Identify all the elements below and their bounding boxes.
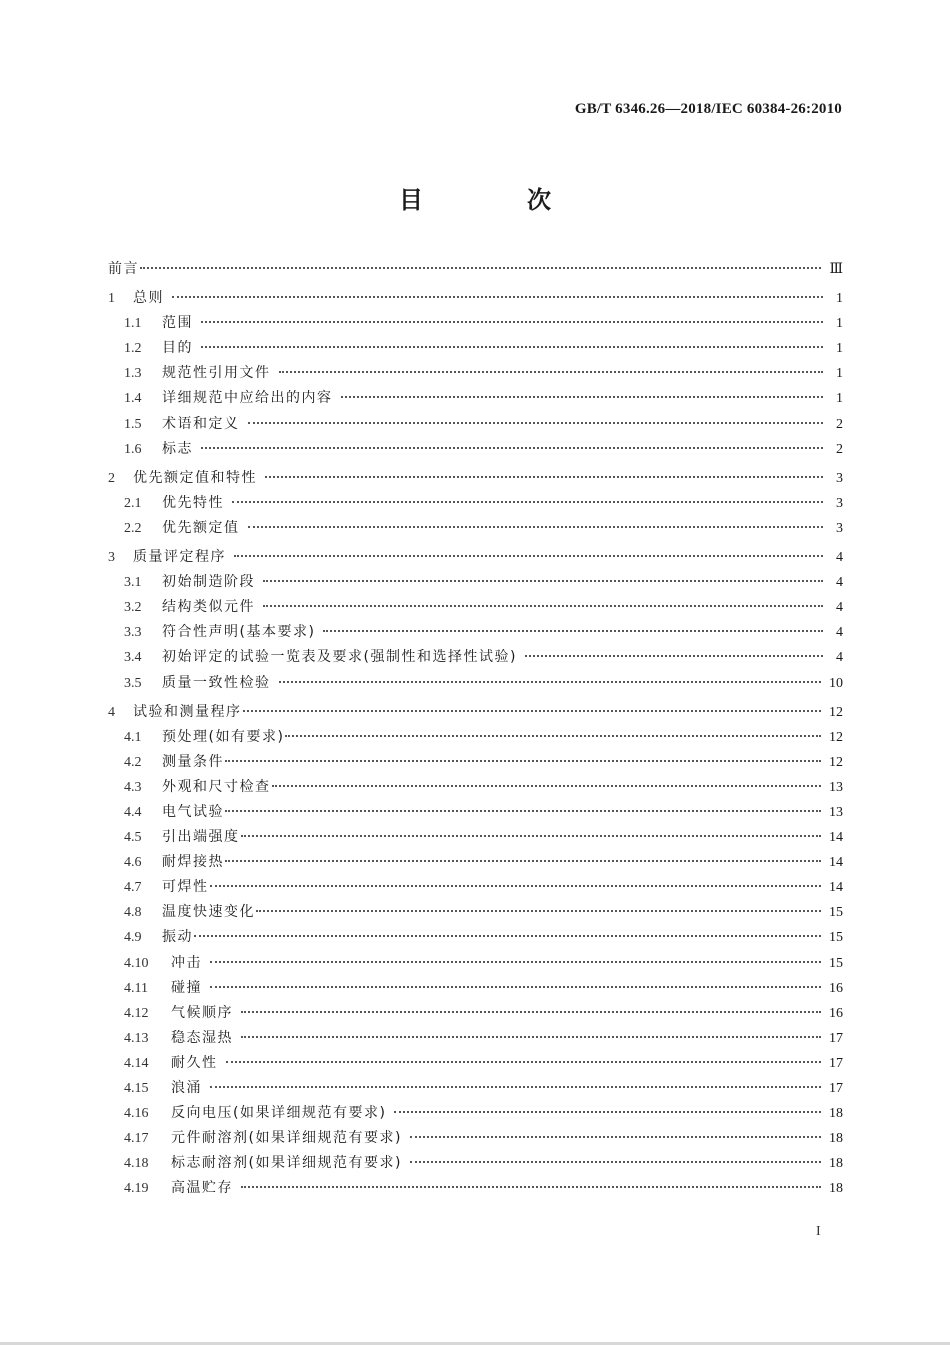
toc-entry-page: 4	[836, 650, 843, 666]
toc-entry[interactable]	[108, 413, 843, 438]
toc-entry-number: 2.1	[124, 495, 142, 511]
toc-entry[interactable]	[108, 726, 843, 751]
toc-entry-page: 3	[836, 470, 843, 486]
toc-entry-number: 3.3	[124, 625, 142, 641]
dot-leader	[285, 735, 821, 737]
toc-entry[interactable]	[108, 801, 843, 826]
toc-entry-page: 14	[829, 830, 843, 846]
dot-leader	[410, 1161, 821, 1163]
dot-leader	[265, 476, 823, 478]
toc-entry-page: 16	[829, 1005, 843, 1021]
toc-entry-page: 4	[836, 625, 843, 641]
dot-leader	[210, 961, 821, 963]
toc-entry-page: Ⅲ	[829, 262, 843, 277]
dot-leader	[241, 1011, 821, 1013]
dot-leader	[256, 910, 821, 912]
toc-entry-page: 14	[829, 880, 843, 896]
toc-entry-page: 1	[836, 366, 843, 382]
dot-leader	[234, 555, 823, 557]
toc-entry-page: 17	[829, 1030, 843, 1046]
toc-entry-label: 温度快速变化	[162, 904, 255, 921]
toc-entry-label: 测量条件	[162, 753, 224, 770]
toc-entry-label: 结构类似元件	[162, 599, 255, 616]
dot-leader	[140, 267, 821, 269]
toc-entry[interactable]	[108, 826, 843, 851]
toc-entry-label: 振动	[162, 929, 193, 946]
toc-entry-page: 15	[829, 930, 843, 946]
toc-entry-label: 范围	[162, 315, 193, 332]
dot-leader	[194, 935, 821, 937]
toc-entry[interactable]	[108, 901, 843, 926]
toc-entry-page: 10	[829, 675, 843, 691]
toc-entry[interactable]	[108, 546, 843, 571]
toc-entry-number: 1.1	[124, 316, 142, 332]
toc-entry[interactable]	[108, 517, 843, 542]
toc-entry-label: 术语和定义	[162, 415, 240, 432]
dot-leader	[263, 580, 823, 582]
toc-entry-page: 15	[829, 955, 843, 971]
standard-code: GB/T 6346.26—2018/IEC 60384-26:2010	[574, 101, 842, 117]
toc-entry-label: 反向电压(如果详细规范有要求)	[171, 1105, 387, 1122]
dot-leader	[210, 885, 822, 887]
toc-entry-label: 外观和尺寸检查	[162, 778, 271, 795]
toc-entry-number: 4.11	[124, 980, 148, 996]
toc-entry-page: 4	[836, 550, 843, 566]
toc-entry-label: 可焊性	[162, 879, 209, 896]
toc-entry-number: 4.17	[124, 1131, 149, 1147]
dot-leader	[241, 1036, 821, 1038]
dot-leader	[243, 710, 822, 712]
dot-leader	[225, 810, 821, 812]
dot-leader	[232, 501, 823, 503]
toc-entry-page: 1	[836, 316, 843, 332]
toc-entry-label: 高温贮存	[171, 1180, 233, 1197]
toc-entry[interactable]	[108, 1052, 843, 1077]
toc-entry-label: 试验和测量程序	[133, 703, 242, 720]
dot-leader	[279, 681, 822, 683]
toc-entry-number: 4.1	[124, 729, 142, 745]
toc-entry[interactable]	[108, 621, 843, 646]
dot-leader	[241, 1186, 821, 1188]
toc-entry[interactable]	[108, 337, 843, 362]
toc-entry-number: 4.4	[124, 804, 142, 820]
toc-entry-label: 初始评定的试验一览表及要求(强制性和选择性试验)	[162, 649, 517, 666]
toc-entry-page: 18	[829, 1156, 843, 1172]
dot-leader	[341, 396, 824, 398]
toc-entry-number: 1.5	[124, 416, 142, 432]
toc-entry-number: 4.5	[124, 830, 142, 846]
toc-entry-number: 4.2	[124, 754, 142, 770]
toc-entry[interactable]	[108, 851, 843, 876]
toc-entry-page: 14	[829, 855, 843, 871]
dot-leader	[172, 296, 823, 298]
toc-entry-label: 引出端强度	[162, 829, 240, 846]
toc-entry-label: 质量一致性检验	[162, 674, 271, 691]
dot-leader	[525, 655, 823, 657]
toc-entry[interactable]	[108, 287, 843, 312]
toc-entry-label: 冲击	[171, 954, 202, 971]
toc-entry-page: 12	[829, 729, 843, 745]
toc-entry-number: 4.19	[124, 1181, 149, 1197]
toc-entry-page: 2	[836, 416, 843, 432]
dot-leader	[410, 1136, 821, 1138]
toc-entry[interactable]	[108, 672, 843, 697]
toc-entry-label: 电气试验	[162, 803, 224, 820]
toc-entry[interactable]	[108, 362, 843, 387]
toc-entry-label: 目的	[162, 340, 193, 357]
toc-entry[interactable]	[108, 492, 843, 517]
toc-entry-label: 气候顺序	[171, 1004, 233, 1021]
page-title: 目 次	[399, 186, 591, 214]
toc-entry-number: 4.16	[124, 1106, 149, 1122]
toc-entry-number: 2.2	[124, 520, 142, 536]
toc-entry[interactable]	[108, 387, 843, 412]
toc-entry-number: 4.14	[124, 1055, 149, 1071]
toc-entry-label: 预处理(如有要求)	[162, 728, 285, 745]
dot-leader	[226, 1061, 822, 1063]
toc-entry-number: 4.8	[124, 905, 142, 921]
toc-entry[interactable]	[108, 1002, 843, 1027]
toc-entry-number: 3.4	[124, 650, 142, 666]
dot-leader	[210, 986, 821, 988]
toc-entry-page: 16	[829, 980, 843, 996]
toc-entry[interactable]	[108, 1177, 843, 1202]
toc-entry[interactable]	[108, 646, 843, 671]
toc-entry-page: 1	[836, 341, 843, 357]
toc-entry-label: 初始制造阶段	[162, 574, 255, 591]
dot-leader	[248, 422, 824, 424]
toc-entry[interactable]	[108, 952, 843, 977]
toc-entry[interactable]	[108, 751, 843, 776]
dot-leader	[263, 605, 823, 607]
toc-entry[interactable]	[108, 571, 843, 596]
toc-entry-number: 4.15	[124, 1081, 149, 1096]
toc-entry[interactable]	[108, 1102, 843, 1127]
dot-leader	[323, 630, 823, 632]
toc-entry-number: 4.12	[124, 1005, 149, 1021]
toc-entry[interactable]	[108, 596, 843, 621]
toc-entry-page: 3	[836, 495, 843, 511]
toc-entry[interactable]	[108, 438, 843, 463]
toc-entry-page: 17	[829, 1081, 843, 1096]
toc-entry-page: 2	[836, 441, 843, 457]
toc-entry[interactable]	[108, 977, 843, 1002]
toc-entry[interactable]	[108, 876, 843, 901]
dot-leader	[248, 526, 824, 528]
toc-entry-label: 标志耐溶剂(如果详细规范有要求)	[171, 1155, 402, 1172]
toc-entry-number: 4.3	[124, 779, 142, 795]
toc-entry-label: 元件耐溶剂(如果详细规范有要求)	[171, 1130, 402, 1147]
toc-entry-number: 4.13	[124, 1030, 149, 1046]
toc-entry-page: 18	[829, 1181, 843, 1197]
toc-entry[interactable]	[108, 701, 843, 726]
toc-entry-label: 碰撞	[171, 979, 202, 996]
toc-entry-label: 总则	[133, 290, 164, 307]
dot-leader	[201, 321, 823, 323]
dot-leader	[201, 346, 823, 348]
toc-entry-label: 符合性声明(基本要求)	[162, 624, 316, 641]
toc-entry-number: 1.2	[124, 341, 142, 357]
toc-entry-number: 3.5	[124, 675, 142, 691]
toc-entry-label: 规范性引用文件	[162, 365, 271, 382]
toc-entry[interactable]	[108, 1152, 843, 1177]
toc-entry-number: 1	[108, 291, 115, 307]
dot-leader	[225, 760, 821, 762]
toc-entry[interactable]	[108, 258, 843, 283]
toc-entry[interactable]	[108, 1077, 843, 1102]
dot-leader	[210, 1086, 821, 1088]
toc-entry-label: 质量评定程序	[133, 549, 226, 566]
toc-entry-page: 12	[829, 704, 843, 720]
toc-entry-number: 4	[108, 704, 115, 720]
toc-entry-number: 4.6	[124, 855, 142, 871]
toc-entry-number: 3	[108, 550, 115, 566]
toc-entry-label: 耐久性	[171, 1054, 218, 1071]
toc-entry-page: 12	[829, 754, 843, 770]
toc-entry-label: 详细规范中应给出的内容	[162, 390, 333, 407]
toc-entry-number: 2	[108, 470, 115, 486]
dot-leader	[279, 371, 824, 373]
toc-entry-page: 4	[836, 600, 843, 616]
toc-entry-label: 耐焊接热	[162, 854, 224, 871]
toc-entry[interactable]	[108, 467, 843, 492]
toc-entry-label: 稳态湿热	[171, 1029, 233, 1046]
toc-entry-page: 18	[829, 1106, 843, 1122]
toc-entry-number: 1.3	[124, 366, 142, 382]
toc-entry-number: 4.9	[124, 930, 142, 946]
toc-entry[interactable]	[108, 1127, 843, 1152]
toc-entry[interactable]	[108, 776, 843, 801]
toc-entry-page: 13	[829, 779, 843, 795]
toc-entry[interactable]	[108, 1027, 843, 1052]
toc-entry-number: 4.7	[124, 880, 142, 896]
dot-leader	[225, 860, 821, 862]
dot-leader	[241, 835, 822, 837]
dot-leader	[272, 785, 822, 787]
toc-entry-label: 优先额定值和特性	[133, 469, 257, 486]
toc-entry-page: 4	[836, 575, 843, 591]
toc-entry[interactable]	[108, 312, 843, 337]
dot-leader	[394, 1111, 821, 1113]
toc-entry-number: 1.4	[124, 391, 142, 407]
toc-entry-label: 优先额定值	[162, 519, 240, 536]
table-of-contents	[108, 258, 843, 1202]
toc-entry-label: 优先特性	[162, 494, 224, 511]
toc-entry-label: 前言	[108, 261, 139, 277]
toc-entry-page: 18	[829, 1131, 843, 1147]
dot-leader	[201, 447, 823, 449]
toc-entry-number: 3.2	[124, 600, 142, 616]
toc-entry-number: 4.18	[124, 1156, 149, 1172]
toc-entry-number: 3.1	[124, 575, 142, 591]
toc-entry-page: 1	[836, 291, 843, 307]
toc-entry-number: 1.6	[124, 441, 142, 457]
toc-entry[interactable]	[108, 926, 843, 951]
toc-entry-page: 15	[829, 905, 843, 921]
toc-entry-page: 17	[829, 1055, 843, 1071]
toc-entry-number: 4.10	[124, 955, 149, 971]
toc-entry-label: 标志	[162, 440, 193, 457]
page-number: I	[816, 1224, 821, 1239]
toc-entry-page: 1	[836, 391, 843, 407]
toc-entry-page: 13	[829, 804, 843, 820]
toc-entry-label: 浪涌	[171, 1080, 202, 1096]
toc-entry-page: 3	[836, 520, 843, 536]
